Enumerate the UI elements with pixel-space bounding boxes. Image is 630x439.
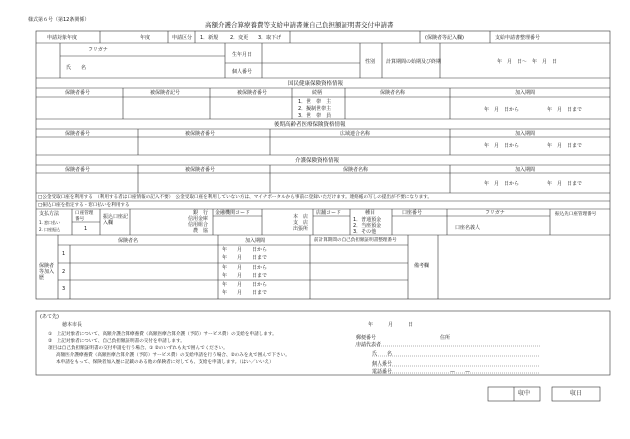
relation-deemed[interactable]: 2．擬制世帯主 xyxy=(298,106,332,112)
rep-name-label: 氏 名 xyxy=(372,351,393,357)
history-row-2-from[interactable]: 年 月 日から xyxy=(222,265,268,271)
gender-label: 性別 xyxy=(365,59,376,65)
furigana-label: フリガナ xyxy=(88,47,108,53)
nhi-period-label: 加入期間 xyxy=(515,90,536,96)
history-side-label: 保険者等加入歴 xyxy=(39,263,55,281)
rep-phone-sep[interactable]: — — xyxy=(450,369,471,375)
category-new[interactable]: 1．新規 xyxy=(200,35,219,41)
relation-member[interactable]: 3．世 帯 員 xyxy=(298,113,332,119)
history-row-2-to[interactable]: 年 月 日まで xyxy=(222,273,268,279)
specify-account-option[interactable]: □振込口座を指定する・窓口払いを利用する xyxy=(38,203,130,208)
history-insurer-name: 保険者名 xyxy=(118,238,139,244)
care-period-to[interactable]: 年 月 日まで xyxy=(547,181,583,187)
nhi-insured-symbol: 被保険者記号 xyxy=(150,90,181,96)
name-label: 氏 名 xyxy=(66,65,87,71)
elderly-insurer-no: 保険者番号 xyxy=(65,131,91,137)
declaration-item-4: 高額医介護療養費（高額医療合算介護（予防）サービス費）の支給申請を行う場合、②のみを丸で囲んで下さい。 xyxy=(56,353,290,358)
care-period-from[interactable]: 年 月 日から xyxy=(484,181,520,187)
branch-type-branch[interactable]: 支 店 xyxy=(292,220,308,226)
personal-no-label: 個人番号 xyxy=(232,69,253,75)
calc-period-label: 計算期間の始期及び終期 xyxy=(386,59,442,65)
care-heading: 介護保険資格情報 xyxy=(295,158,340,164)
care-period-label: 加入期間 xyxy=(515,167,536,173)
branch-code-label: 店舗コード xyxy=(316,210,342,216)
form-number: 様式第６号（第12条関係） xyxy=(28,17,90,23)
postal-label: 郵便番号 xyxy=(356,335,377,341)
transfer-entry-label: 振込口座記入欄 xyxy=(103,214,129,226)
holder-furigana-label: フリガナ xyxy=(485,210,505,216)
history-remarks: 備考欄 xyxy=(414,263,430,269)
nhi-insurer-no: 保険者番号 xyxy=(65,90,91,96)
bank-type-shinkin[interactable]: 信用金庫 xyxy=(187,216,208,222)
nhi-insurer-name: 保険者名称 xyxy=(380,90,406,96)
method-transfer[interactable]: 2. 口座振込 xyxy=(39,227,61,232)
care-insurer-name: 保険者名称 xyxy=(343,167,369,173)
method-label: 支払方法 xyxy=(39,211,60,217)
history-row-2-no: 2 xyxy=(62,269,66,275)
declaration-item-5[interactable]: 本申請をもって、保険者加入歴に記載のある他の保険者に対しても、支給を申請します。（はい／いいえ） xyxy=(56,360,274,365)
declaration-item-1[interactable]: ① 上記対象者について、高額介護合算療養費（高額医療合算介護（予防）サービス費）の支給を申請します。 xyxy=(48,332,277,337)
method-window[interactable]: 1. 窓口払い xyxy=(39,220,61,225)
elderly-period-to[interactable]: 年 月 日まで xyxy=(547,143,583,149)
history-row-3-no: 3 xyxy=(62,286,66,292)
elderly-heading: 後期高齢者医療保険資格情報 xyxy=(274,122,346,128)
elderly-insured-no: 被保険者番号 xyxy=(185,131,216,137)
rep-personal-label: 個人番号 xyxy=(372,361,393,367)
representative-label: 申請代表者 xyxy=(356,342,382,348)
holder-name-label: 口座名義人 xyxy=(455,225,481,231)
history-row-3-from[interactable]: 年 月 日から xyxy=(222,282,268,288)
institution-code-label: 金融機関コード xyxy=(215,210,251,216)
bank-type-noukyo[interactable]: 農 協 xyxy=(192,228,208,234)
category-label: 申請区分 xyxy=(172,35,193,41)
nhi-relation: 続柄 xyxy=(312,90,323,96)
elderly-period-label: 加入期間 xyxy=(515,131,536,137)
mayor: 徳本市長 xyxy=(62,322,83,328)
nhi-heading: 国民健康保険資格情報 xyxy=(288,81,344,87)
insurer-entry-label: (保険者等記入欄) xyxy=(425,35,464,41)
account-type-other[interactable]: 3．その他 xyxy=(353,229,377,235)
dest-mgmt-label: 振込先口座管理番号 xyxy=(555,212,597,217)
branch-type-main[interactable]: 本 店 xyxy=(292,214,308,220)
address-label: 住所 xyxy=(440,335,451,341)
bank-type-bank[interactable]: 銀 行 xyxy=(192,210,208,216)
payment-mgmt-label: 支給申請書整理番号 xyxy=(495,35,541,41)
stamp-received: 収中 xyxy=(518,390,531,397)
application-date[interactable]: 年 月 日 xyxy=(368,322,414,328)
elderly-period-from[interactable]: 年 月 日から xyxy=(484,143,520,149)
nhi-period-to[interactable]: 年 月 日まで xyxy=(547,107,583,113)
calc-period-value[interactable]: 年 月 日〜 年 月 日 xyxy=(497,59,558,65)
nhi-period-from[interactable]: 年 月 日から xyxy=(484,107,520,113)
birthdate-label: 生年月日 xyxy=(232,52,253,58)
history-row-1-to[interactable]: 年 月 日まで xyxy=(222,255,268,261)
branch-mgmt-value: 1 xyxy=(84,226,88,232)
elderly-union-name: 広域連合名称 xyxy=(340,131,371,137)
year-suffix[interactable]: 年度 xyxy=(140,35,151,41)
care-insurer-no: 保険者番号 xyxy=(65,167,91,173)
relation-head[interactable]: 1．世 帯 主 xyxy=(298,99,332,105)
rep-phone-label: 電話番号 xyxy=(372,369,393,375)
account-type-label: 種目 xyxy=(365,210,376,216)
branch-mgmt-label: 口座管理番号 xyxy=(75,211,94,222)
bank-type-kumiai[interactable]: 信用組合 xyxy=(187,222,208,228)
account-type-current[interactable]: 2．当座預金 xyxy=(353,223,382,229)
history-row-1-no: 1 xyxy=(62,251,66,257)
account-no-label: 口座番号 xyxy=(402,210,423,216)
account-type-ordinary[interactable]: 1．普通預金 xyxy=(353,217,382,223)
public-account-option[interactable]: □公金受取口座を利用する （利用する者は口座情報の記入不要） 公金受取口座を利用していない方は、マイナポータルから事前に登録いただけます。連絡帳の写しの提出が不要になります。 xyxy=(38,195,432,200)
care-insured-no: 被保険者番号 xyxy=(185,167,216,173)
declaration-item-2[interactable]: ② 上記対象者について、自己負担額証明書の交付を申請します。 xyxy=(48,339,185,344)
declaration-item-3: 項目は自己負担額証明書の交付申請を行う場合、① ②のいずれも丸で囲んでください。 xyxy=(48,346,228,351)
target-year-label: 申請対象年度 xyxy=(47,35,78,41)
addressee: (あて先) xyxy=(40,314,59,320)
page-title: 高額介護合算療養費等支給申請書兼自己負担額証明書交付申請書 xyxy=(205,21,394,29)
history-cert-no: 前計算期間の自己負担額証明書整理番号 xyxy=(314,238,397,243)
stamp-confirmed: 収日 xyxy=(570,390,583,397)
history-row-1-from[interactable]: 年 月 日から xyxy=(222,247,268,253)
category-withdraw[interactable]: 3．取下げ xyxy=(258,35,282,41)
history-period-label: 加入期間 xyxy=(245,238,266,244)
branch-type-office[interactable]: 出張所 xyxy=(292,226,308,232)
history-row-3-to[interactable]: 年 月 日まで xyxy=(222,290,268,296)
category-change[interactable]: 2．変更 xyxy=(230,35,249,41)
nhi-insured-no: 被保険者番号 xyxy=(237,90,268,96)
